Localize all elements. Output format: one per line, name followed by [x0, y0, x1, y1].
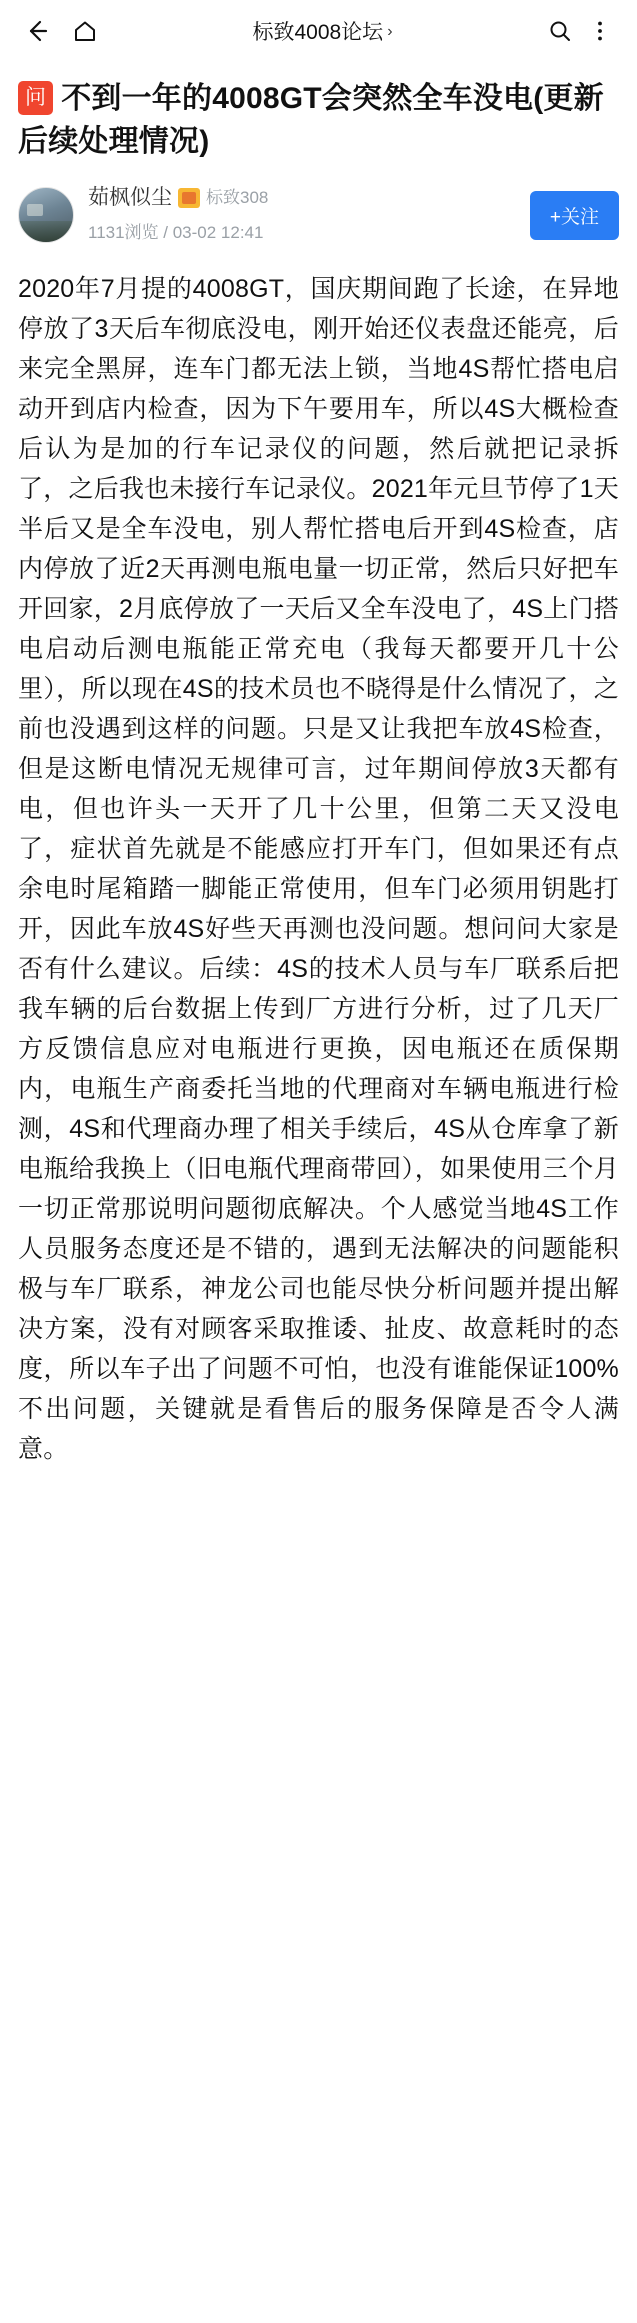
- chevron-right-icon: ›: [387, 23, 393, 40]
- author-car-model: 标致308: [206, 188, 269, 208]
- medal-badge-icon: [178, 188, 200, 208]
- post-meta-line: 1131浏览 / 03-02 12:41: [88, 223, 264, 243]
- top-navigation-bar: [0, 0, 637, 62]
- topbar-actions: [541, 12, 619, 50]
- author-meta: [74, 187, 530, 243]
- author-identity-line: [88, 187, 530, 208]
- post-title-block: [0, 62, 637, 169]
- post-content: 2020年7月提的4008GT，国庆期间跑了长途，在异地停放了3天后车彻底没电，刚开始还仪表盘还能亮，后来完全黑屏，连车门都无法上锁，当地4S帮忙搭电启动开到店内检查，因为下午要用车，所以4S大概检查后认为是加的行车记录仪的问题，然后就把记录拆了，之后我也未接行车记录仪。2021年元旦节停了1天半后又是全车没电，别人帮忙搭电后开到4S检查，店内停放了近2天再测电瓶电量一切正常，然后只好把车开回家，2月底停放了一天后又全车没电了，4S上门搭电启动后测电瓶能正常充电（我每天都要开几十公里），所以现在4S的技术员也不晓得是什么情况了，之前也没遇到这样的问题。只是又让我把车放4S检查，但是这断电情况无规律可言，过年期间停放3天都有电，但也许头一天开了几十公里，但第二天又没电了，症状首先就是不能感应打开车门，但如果还有点余电时尾箱踏一脚能正常使用，但车门必须用钥匙打开，因此车放4S好些天再测也没问题。想问问大家是否有什么建议。后续：4S的技术人员与车厂联系后把我车辆的后台数据上传到厂方进行分析，过了几天厂方反馈信息应对电瓶进行更换，因电瓶还在质保期内，电瓶生产商委托当地的代理商对车辆电瓶进行检测，4S和代理商办理了相关手续后，4S从仓库拿了新电瓶给我换上（旧电瓶代理商带回），如果使用三个月一切正常那说明问题彻底解决。个人感觉当地4S工作人员服务态度还是不错的，遇到无法解决的问题能积极与车厂联系，神龙公司也能尽快分析问题并提出解决方案，没有对顾客采取推诿、扯皮、故意耗时的态度，所以车子出了问题不可怕，也没有谁能保证100%不出问题，关键就是看售后的服务保障是否令人满意。: [18, 275, 619, 1464]
- follow-button[interactable]: +关注: [530, 191, 619, 240]
- question-tag-badge: 问: [18, 81, 53, 115]
- avatar[interactable]: [18, 187, 74, 243]
- post-title-text: 不到一年的4008GT会突然全车没电(更新后续处理情况): [18, 82, 604, 158]
- home-icon[interactable]: [66, 12, 104, 50]
- back-arrow-icon[interactable]: [18, 12, 56, 50]
- forum-title-text: 标致4008论坛: [252, 21, 384, 44]
- post-title: [18, 78, 619, 163]
- more-options-icon[interactable]: [581, 12, 619, 50]
- author-name[interactable]: 茹枫似尘: [88, 186, 172, 210]
- page-title[interactable]: [104, 16, 541, 46]
- search-icon[interactable]: [541, 12, 579, 50]
- author-row: [0, 169, 637, 253]
